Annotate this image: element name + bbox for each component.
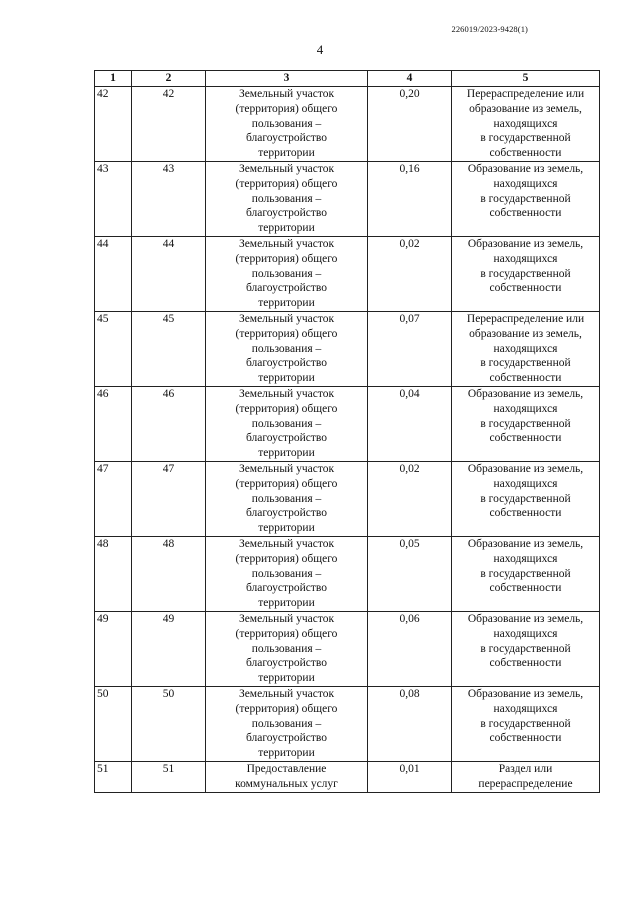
table-row (95, 162, 600, 237)
land-plots-table (94, 70, 600, 793)
plot-purpose-cell-text: Земельный участок (территория) общего пользования – благоустройство территории (235, 163, 338, 235)
row-number-cell-text: 44 (97, 238, 109, 250)
column-header: 2 (132, 71, 206, 87)
row-number-cell-text: 48 (97, 538, 109, 550)
row-number-cell (95, 462, 132, 537)
plot-purpose-cell-text: Земельный участок (территория) общего пользования – благоустройство территории (235, 238, 338, 310)
plot-number-cell (132, 237, 206, 312)
row-number-cell (95, 537, 132, 612)
formation-method-cell-text: Перераспределение или образование из земель, находящихся в государственной собственности (466, 88, 585, 160)
plot-purpose-cell-text: Земельный участок (территория) общего пользования – благоустройство территории (235, 688, 338, 760)
row-number-cell (95, 237, 132, 312)
formation-method-cell (452, 462, 600, 537)
plot-area-cell-text: 0,05 (399, 538, 420, 550)
plot-area-cell-text: 0,08 (399, 688, 420, 700)
row-number-cell (95, 387, 132, 462)
plot-purpose-cell (206, 687, 368, 762)
plot-purpose-cell (206, 537, 368, 612)
plot-purpose-cell (206, 762, 368, 793)
plot-number-cell (132, 462, 206, 537)
plot-purpose-cell (206, 87, 368, 162)
row-number-cell (95, 312, 132, 387)
column-header: 4 (368, 71, 452, 87)
row-number-cell (95, 612, 132, 687)
row-number-cell-text: 42 (97, 88, 109, 100)
plot-area-cell (368, 687, 452, 762)
plot-number-cell (132, 312, 206, 387)
table-row (95, 462, 600, 537)
plot-purpose-cell-text: Земельный участок (территория) общего пользования – благоустройство территории (235, 88, 338, 160)
column-header: 3 (206, 71, 368, 87)
formation-method-cell-text: Образование из земель, находящихся в государственной собственности (467, 688, 584, 745)
plot-area-cell (368, 762, 452, 793)
plot-number-cell (132, 762, 206, 793)
row-number-cell (95, 162, 132, 237)
plot-purpose-cell (206, 462, 368, 537)
plot-number-cell-text: 43 (162, 163, 175, 175)
formation-method-cell-text: Образование из земель, находящихся в государственной собственности (467, 538, 584, 595)
formation-method-cell (452, 312, 600, 387)
formation-method-cell-text: Перераспределение или образование из земель, находящихся в государственной собственности (466, 313, 585, 385)
plot-area-cell (368, 537, 452, 612)
row-number-cell-text: 46 (97, 388, 109, 400)
formation-method-cell (452, 237, 600, 312)
plot-number-cell-text: 48 (162, 538, 175, 550)
document-id: 226019/2023-9428(1) (451, 24, 528, 34)
table-row (95, 87, 600, 162)
plot-area-cell-text: 0,02 (399, 463, 420, 475)
table-row (95, 387, 600, 462)
plot-number-cell (132, 537, 206, 612)
plot-number-cell (132, 387, 206, 462)
row-number-cell-text: 49 (97, 613, 109, 625)
formation-method-cell-text: Раздел или перераспределение (478, 763, 573, 790)
table-row (95, 537, 600, 612)
plot-area-cell-text: 0,07 (399, 313, 420, 325)
row-number-cell (95, 687, 132, 762)
plot-purpose-cell (206, 387, 368, 462)
row-number-cell (95, 87, 132, 162)
plot-number-cell (132, 162, 206, 237)
plot-purpose-cell (206, 237, 368, 312)
plot-area-cell (368, 162, 452, 237)
plot-purpose-cell (206, 162, 368, 237)
plot-purpose-cell-text: Земельный участок (территория) общего пользования – благоустройство территории (235, 313, 338, 385)
formation-method-cell (452, 537, 600, 612)
plot-area-cell (368, 462, 452, 537)
plot-area-cell-text: 0,20 (399, 88, 420, 100)
plot-number-cell (132, 687, 206, 762)
plot-area-cell-text: 0,16 (399, 163, 420, 175)
plot-area-cell-text: 0,06 (399, 613, 420, 625)
plot-area-cell-text: 0,04 (399, 388, 420, 400)
table-row (95, 612, 600, 687)
formation-method-cell-text: Образование из земель, находящихся в государственной собственности (467, 463, 584, 520)
plot-number-cell-text: 49 (162, 613, 175, 625)
plot-purpose-cell-text: Предоставление коммунальных услуг (235, 763, 338, 790)
plot-area-cell-text: 0,02 (399, 238, 420, 250)
table-row (95, 237, 600, 312)
plot-number-cell-text: 50 (162, 688, 175, 700)
plot-area-cell (368, 87, 452, 162)
table-row (95, 762, 600, 793)
formation-method-cell-text: Образование из земель, находящихся в государственной собственности (467, 613, 584, 670)
plot-number-cell (132, 87, 206, 162)
formation-method-cell-text: Образование из земель, находящихся в государственной собственности (467, 388, 584, 445)
row-number-cell-text: 51 (97, 763, 109, 775)
row-number-cell (95, 762, 132, 793)
plot-purpose-cell-text: Земельный участок (территория) общего пользования – благоустройство территории (235, 613, 338, 685)
plot-number-cell-text: 47 (162, 463, 175, 475)
row-number-cell-text: 50 (97, 688, 109, 700)
page-number: 4 (316, 42, 324, 57)
formation-method-cell-text: Образование из земель, находящихся в государственной собственности (467, 238, 584, 295)
table-row (95, 312, 600, 387)
plot-area-cell (368, 612, 452, 687)
plot-purpose-cell-text: Земельный участок (территория) общего пользования – благоустройство территории (235, 463, 338, 535)
plot-purpose-cell (206, 312, 368, 387)
plot-purpose-cell-text: Земельный участок (территория) общего пользования – благоустройство территории (235, 388, 338, 460)
plot-area-cell-text: 0,01 (399, 763, 420, 775)
formation-method-cell (452, 162, 600, 237)
formation-method-cell (452, 762, 600, 793)
column-header: 1 (95, 71, 132, 87)
plot-area-cell (368, 387, 452, 462)
plot-number-cell (132, 612, 206, 687)
plot-number-cell-text: 42 (162, 88, 175, 100)
row-number-cell-text: 43 (97, 163, 109, 175)
row-number-cell-text: 45 (97, 313, 109, 325)
plot-area-cell (368, 312, 452, 387)
formation-method-cell (452, 687, 600, 762)
plot-purpose-cell-text: Земельный участок (территория) общего пользования – благоустройство территории (235, 538, 338, 610)
table-row (95, 687, 600, 762)
formation-method-cell (452, 387, 600, 462)
plot-area-cell (368, 237, 452, 312)
column-header: 5 (452, 71, 600, 87)
formation-method-cell-text: Образование из земель, находящихся в государственной собственности (467, 163, 584, 220)
plot-purpose-cell (206, 612, 368, 687)
plot-number-cell-text: 44 (162, 238, 175, 250)
row-number-cell-text: 47 (97, 463, 109, 475)
plot-number-cell-text: 46 (162, 388, 175, 400)
formation-method-cell (452, 87, 600, 162)
table-header-row (95, 71, 600, 87)
plot-number-cell-text: 45 (162, 313, 175, 325)
formation-method-cell (452, 612, 600, 687)
plot-number-cell-text: 51 (162, 763, 175, 775)
